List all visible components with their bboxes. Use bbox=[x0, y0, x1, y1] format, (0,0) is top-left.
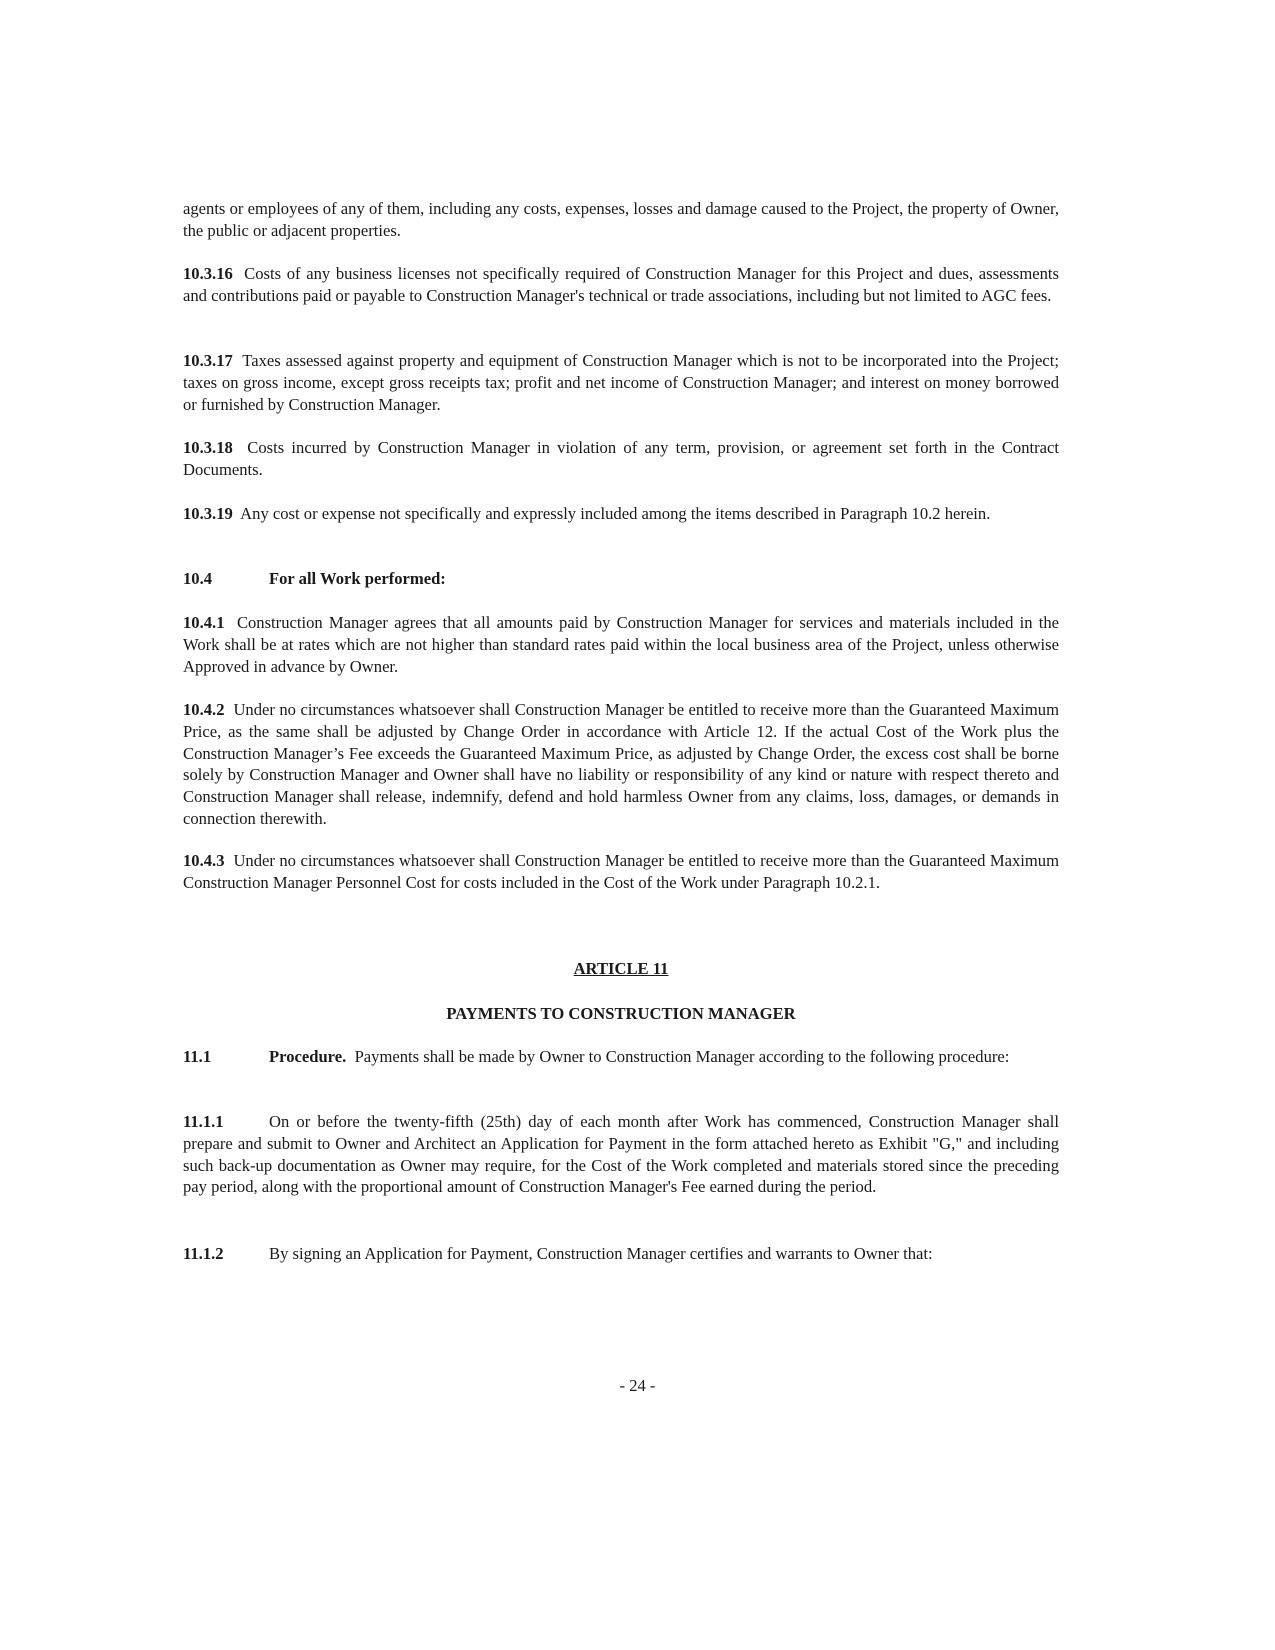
paragraph-text: Construction Manager agrees that all amounts paid by Construction Manager for services and materials included in the Work shall be at rates which are not higher than standard rates paid within the local business area of the Project, unless otherwise Approved in advance by Owner. bbox=[183, 613, 1060, 676]
paragraph-text: agents or employees of any of them, including any costs, expenses, losses and damage caused to the Project, the property of Owner, the public or adjacent properties. bbox=[183, 199, 1059, 240]
paragraph-text: Taxes assessed against property and equipment of Construction Manager which is not to be incorporated into the Project; taxes on gross income, except gross receipts tax; profit and net income of Construction Manager; and interest on money borrowed or furnished by Construction Manager. bbox=[183, 351, 1059, 414]
paragraph-text: Any cost or expense not specifically and expressly included among the items described in Paragraph 10.2 herein. bbox=[240, 504, 991, 523]
paragraph-text: On or before the twenty-fifth (25th) day of each month after Work has commenced, Construction Manager shall prepare and submit to Owner and Architect an Application for Payment in the form attached hereto as Exhibit "G," and including such back-up documentation as Owner may require, for the Cost of the Work completed and materials stored since the preceding pay period, along with the proportional amount of Construction Manager's Fee earned during the period. bbox=[183, 1112, 1059, 1197]
paragraph-10-3-17 bbox=[183, 350, 1059, 415]
section-number: 10.4.3 bbox=[183, 851, 225, 870]
article-number: ARTICLE 11 bbox=[573, 959, 669, 978]
section-number: 10.4.2 bbox=[183, 700, 225, 719]
paragraph-text: Costs of any business licenses not specifically required of Construction Manager for this Project and dues, assessments and contributions paid or payable to Construction Manager's technical or trade associations, including but not limited to AGC fees. bbox=[183, 264, 1059, 305]
section-number: 10.3.17 bbox=[183, 351, 233, 370]
section-number: 11.1.2 bbox=[183, 1244, 224, 1263]
section-number: 10.4 bbox=[183, 569, 213, 588]
article-heading bbox=[183, 958, 1059, 980]
paragraph-10-3-18 bbox=[183, 437, 1059, 481]
section-10-4-heading bbox=[183, 568, 1059, 590]
section-number: 10.4.1 bbox=[183, 613, 225, 632]
paragraph-10-4-3 bbox=[183, 850, 1059, 894]
paragraph-11-1-2 bbox=[183, 1243, 1059, 1265]
paragraph-text: Costs incurred by Construction Manager in violation of any term, provision, or agreement set forth in the Contract Documents. bbox=[183, 438, 1059, 479]
paragraph-text: Under no circumstances whatsoever shall Construction Manager be entitled to receive more than the Guaranteed Maximum Construction Manager Personnel Cost for costs included in the Cost of the Work under Paragraph 10.2.1. bbox=[183, 851, 1059, 892]
section-heading: Procedure. bbox=[269, 1047, 347, 1066]
article-title: PAYMENTS TO CONSTRUCTION MANAGER bbox=[446, 1004, 796, 1023]
section-number: 11.1 bbox=[183, 1047, 212, 1066]
paragraph-10-4-2 bbox=[183, 699, 1059, 830]
section-number: 11.1.1 bbox=[183, 1112, 224, 1131]
paragraph-10-4-1 bbox=[183, 612, 1059, 677]
paragraph-10-3-19 bbox=[183, 503, 1059, 525]
paragraph-11-1 bbox=[183, 1046, 1059, 1068]
section-number: 10.3.16 bbox=[183, 264, 233, 283]
section-heading: For all Work performed: bbox=[269, 569, 446, 588]
paragraph-text: Payments shall be made by Owner to Construction Manager according to the following procedure: bbox=[354, 1047, 1010, 1066]
paragraph-continuation bbox=[183, 198, 1059, 242]
page-number: - 24 - bbox=[619, 1376, 656, 1395]
paragraph-10-3-16 bbox=[183, 263, 1059, 307]
section-number: 10.3.19 bbox=[183, 504, 233, 523]
paragraph-11-1-1 bbox=[183, 1111, 1059, 1198]
paragraph-text: By signing an Application for Payment, Construction Manager certifies and warrants to Owner that: bbox=[269, 1244, 933, 1263]
paragraph-text: Under no circumstances whatsoever shall Construction Manager be entitled to receive more than the Guaranteed Maximum Price, as the same shall be adjusted by Change Order in accordance with Article 12. If the actual Cost of the Work plus the Construction Manager’s Fee exceeds the Guaranteed Maximum Price, as adjusted by Change Order, the excess cost shall be borne solely by Construction Manager and Owner shall have no liability or responsibility of any kind or nature with respect thereto and Construction Manager shall release, indemnify, defend and hold harmless Owner from any claims, loss, damages, or demands in connection therewith. bbox=[183, 700, 1059, 828]
section-number: 10.3.18 bbox=[183, 438, 233, 457]
